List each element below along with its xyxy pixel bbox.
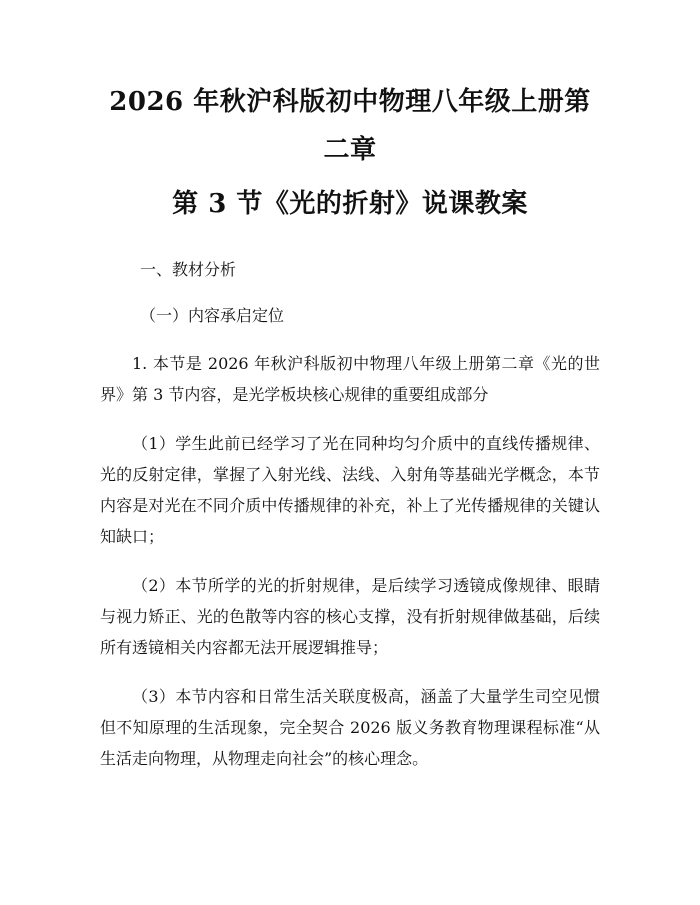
section-heading-textbook-analysis: 一、教材分析 [140,260,237,279]
document-title-line-2: 第 3 节《光的折射》说课教案 [172,189,528,219]
paragraph-3: （2）本节所学的光的折射规律，是后续学习透镜成像规律、眼睛与视力矫正、光的色散等内容的核心支撑，没有折射规律做基础，后续所有透镜相关内容都无法开展逻辑推导； [100,576,600,657]
subsection-heading-content-positioning: （一）内容承启定位 [140,306,285,325]
document-title-line-1: 2026 年秋沪科版初中物理八年级上册第二章 [109,87,591,165]
paragraph-2: （1）学生此前已经学习了光在同种均匀介质中的直线传播规律、光的反射定律，掌握了入射光线、法线、入射角等基础光学概念，本节内容是对光在不同介质中传播规律的补充，补上了光传播规律的关键认知缺口； [100,434,600,546]
paragraph-4: （3）本节内容和日常生活关联度极高，涵盖了大量学生司空见惯但不知原理的生活现象，完全契合 2026 版义务教育物理课程标准“从生活走向物理，从物理走向社会”的核心理念。 [100,687,600,768]
paragraph-1: 1. 本节是 2026 年秋沪科版初中物理八年级上册第二章《光的世界》第 3 节内容，是光学板块核心规律的重要组成部分 [100,354,600,404]
